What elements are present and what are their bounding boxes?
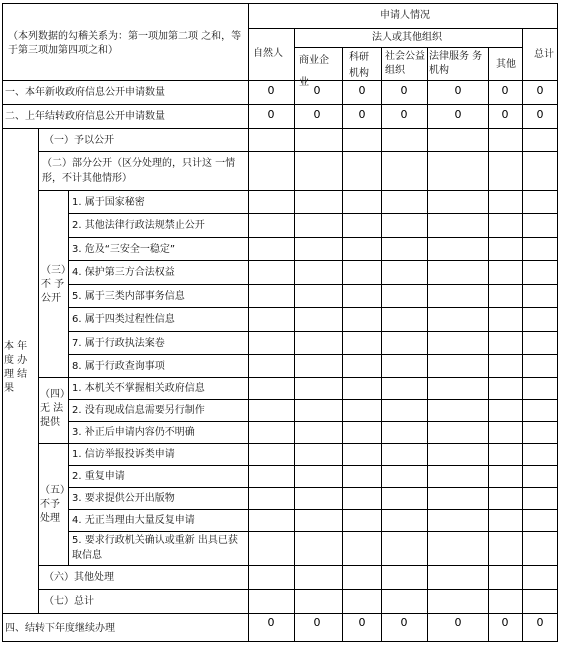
rule bbox=[2, 80, 558, 81]
border-bottom bbox=[2, 641, 558, 642]
cell-value: 0 bbox=[358, 84, 366, 97]
not-processed-group-label: （五）不予 处理 bbox=[40, 485, 65, 524]
row-carry-forward-label: 四、结转下年度继续办理 bbox=[5, 623, 115, 634]
not-disclose-item: 7. 属于行政执法案卷 bbox=[72, 338, 165, 349]
not-disclose-item: 4. 保护第三方合法权益 bbox=[72, 267, 175, 278]
cell-value: 0 bbox=[358, 616, 366, 629]
rule bbox=[38, 128, 39, 614]
rule bbox=[248, 3, 249, 642]
rule bbox=[294, 28, 295, 642]
cell-value: 0 bbox=[501, 108, 509, 121]
unable-group-label: （四）无 法 提供 bbox=[40, 389, 65, 428]
row-subtotal-label: （七）总计 bbox=[44, 596, 94, 607]
row-other-handling-label: （六）其他处理 bbox=[44, 572, 114, 583]
rule bbox=[427, 47, 428, 642]
not-disclose-item: 5. 属于三类内部事务信息 bbox=[72, 291, 185, 302]
rule bbox=[68, 190, 69, 565]
unable-item: 2. 没有现成信息需要另行制作 bbox=[72, 405, 205, 416]
cell-value: 0 bbox=[536, 616, 544, 629]
cell-value: 0 bbox=[536, 84, 544, 97]
cell-value: 0 bbox=[267, 84, 275, 97]
rule bbox=[2, 104, 558, 105]
cell-value: 0 bbox=[267, 108, 275, 121]
rule bbox=[68, 237, 558, 238]
row-partial-label: （二）部分公开（区分处理的，只计这 一情形，不计其他情形） bbox=[42, 158, 236, 184]
not-processed-item: 2. 重复申请 bbox=[72, 471, 125, 482]
rule bbox=[488, 47, 489, 642]
rule bbox=[68, 284, 558, 285]
col-header-legal-service: 法律服务 务机构 bbox=[429, 51, 483, 76]
rule bbox=[68, 331, 558, 332]
border-right bbox=[557, 3, 558, 642]
rule bbox=[342, 47, 343, 642]
unable-item: 3. 补正后申请内容仍不明确 bbox=[72, 427, 195, 438]
rule bbox=[68, 487, 558, 488]
not-processed-item: 1. 信访举报投诉类申请 bbox=[72, 449, 175, 460]
cell-value: 0 bbox=[536, 108, 544, 121]
rule bbox=[68, 465, 558, 466]
not-disclose-group-label: （三）不 予 公开 bbox=[41, 265, 66, 304]
col-header-total: 总计 bbox=[534, 49, 554, 60]
rule bbox=[68, 531, 558, 532]
row-carried-over-label: 二、上年结转政府信息公开申请数量 bbox=[5, 111, 165, 122]
col-header-natural-person: 自然人 bbox=[253, 48, 283, 59]
rule bbox=[68, 421, 558, 422]
not-disclose-item: 1. 属于国家秘密 bbox=[72, 197, 145, 208]
row-disclose-label: （一）予以公开 bbox=[44, 135, 114, 146]
col-header-other: 其他 bbox=[496, 59, 516, 70]
header-note: （本列数据的勾稽关系为：第一项加第二项 之和，等于第三项加第四项之和） bbox=[8, 31, 242, 56]
not-processed-item: 3. 要求提供公开出版物 bbox=[72, 493, 175, 504]
cell-value: 0 bbox=[267, 616, 275, 629]
rule bbox=[38, 151, 558, 152]
cell-value: 0 bbox=[313, 84, 321, 97]
not-disclose-item: 2. 其他法律行政法规禁止公开 bbox=[72, 220, 205, 231]
cell-value: 0 bbox=[454, 616, 462, 629]
cell-value: 0 bbox=[400, 84, 408, 97]
cell-value: 0 bbox=[400, 108, 408, 121]
rule bbox=[38, 190, 558, 191]
not-processed-item: 5. 要求行政机关确认或重新 出具已获取信息 bbox=[72, 535, 238, 561]
cell-value: 0 bbox=[313, 616, 321, 629]
rule bbox=[68, 509, 558, 510]
rule bbox=[522, 28, 523, 642]
cell-value: 0 bbox=[454, 108, 462, 121]
cell-value: 0 bbox=[400, 616, 408, 629]
not-disclose-item: 3. 危及“三安全一稳定” bbox=[72, 244, 176, 255]
sub-group-title: 法人或其他组织 bbox=[372, 32, 442, 43]
col-header-research: 科研机构 bbox=[349, 52, 369, 79]
rule bbox=[2, 128, 558, 129]
cell-value: 0 bbox=[501, 84, 509, 97]
row-new-requests-label: 一、本年新收政府信息公开申请数量 bbox=[5, 87, 165, 98]
not-disclose-item: 6. 属于四类过程性信息 bbox=[72, 314, 175, 325]
rule bbox=[68, 307, 558, 308]
unable-item: 1. 本机关不掌握相关政府信息 bbox=[72, 383, 205, 394]
cell-value: 0 bbox=[313, 108, 321, 121]
col-header-commercial: 商业企业 bbox=[299, 55, 329, 88]
cell-value: 0 bbox=[454, 84, 462, 97]
rule bbox=[2, 613, 558, 614]
border-left bbox=[2, 3, 3, 642]
cell-value: 0 bbox=[358, 108, 366, 121]
rule bbox=[38, 377, 558, 378]
rule bbox=[68, 213, 558, 214]
rule bbox=[68, 354, 558, 355]
rule bbox=[38, 565, 558, 566]
rule bbox=[68, 399, 558, 400]
rule bbox=[38, 589, 558, 590]
rule bbox=[381, 47, 382, 642]
not-disclose-item: 8. 属于行政查询事项 bbox=[72, 361, 165, 372]
not-processed-item: 4. 无正当理由大量反复申请 bbox=[72, 515, 195, 526]
col-header-social: 社会公益组织 bbox=[385, 51, 425, 76]
rule bbox=[38, 443, 558, 444]
outcome-section-label: 本 年 度 办 理 结 果 bbox=[4, 341, 28, 394]
rule bbox=[68, 260, 558, 261]
cell-value: 0 bbox=[501, 616, 509, 629]
group-title: 申请人情况 bbox=[380, 10, 430, 21]
border-top bbox=[2, 3, 558, 4]
